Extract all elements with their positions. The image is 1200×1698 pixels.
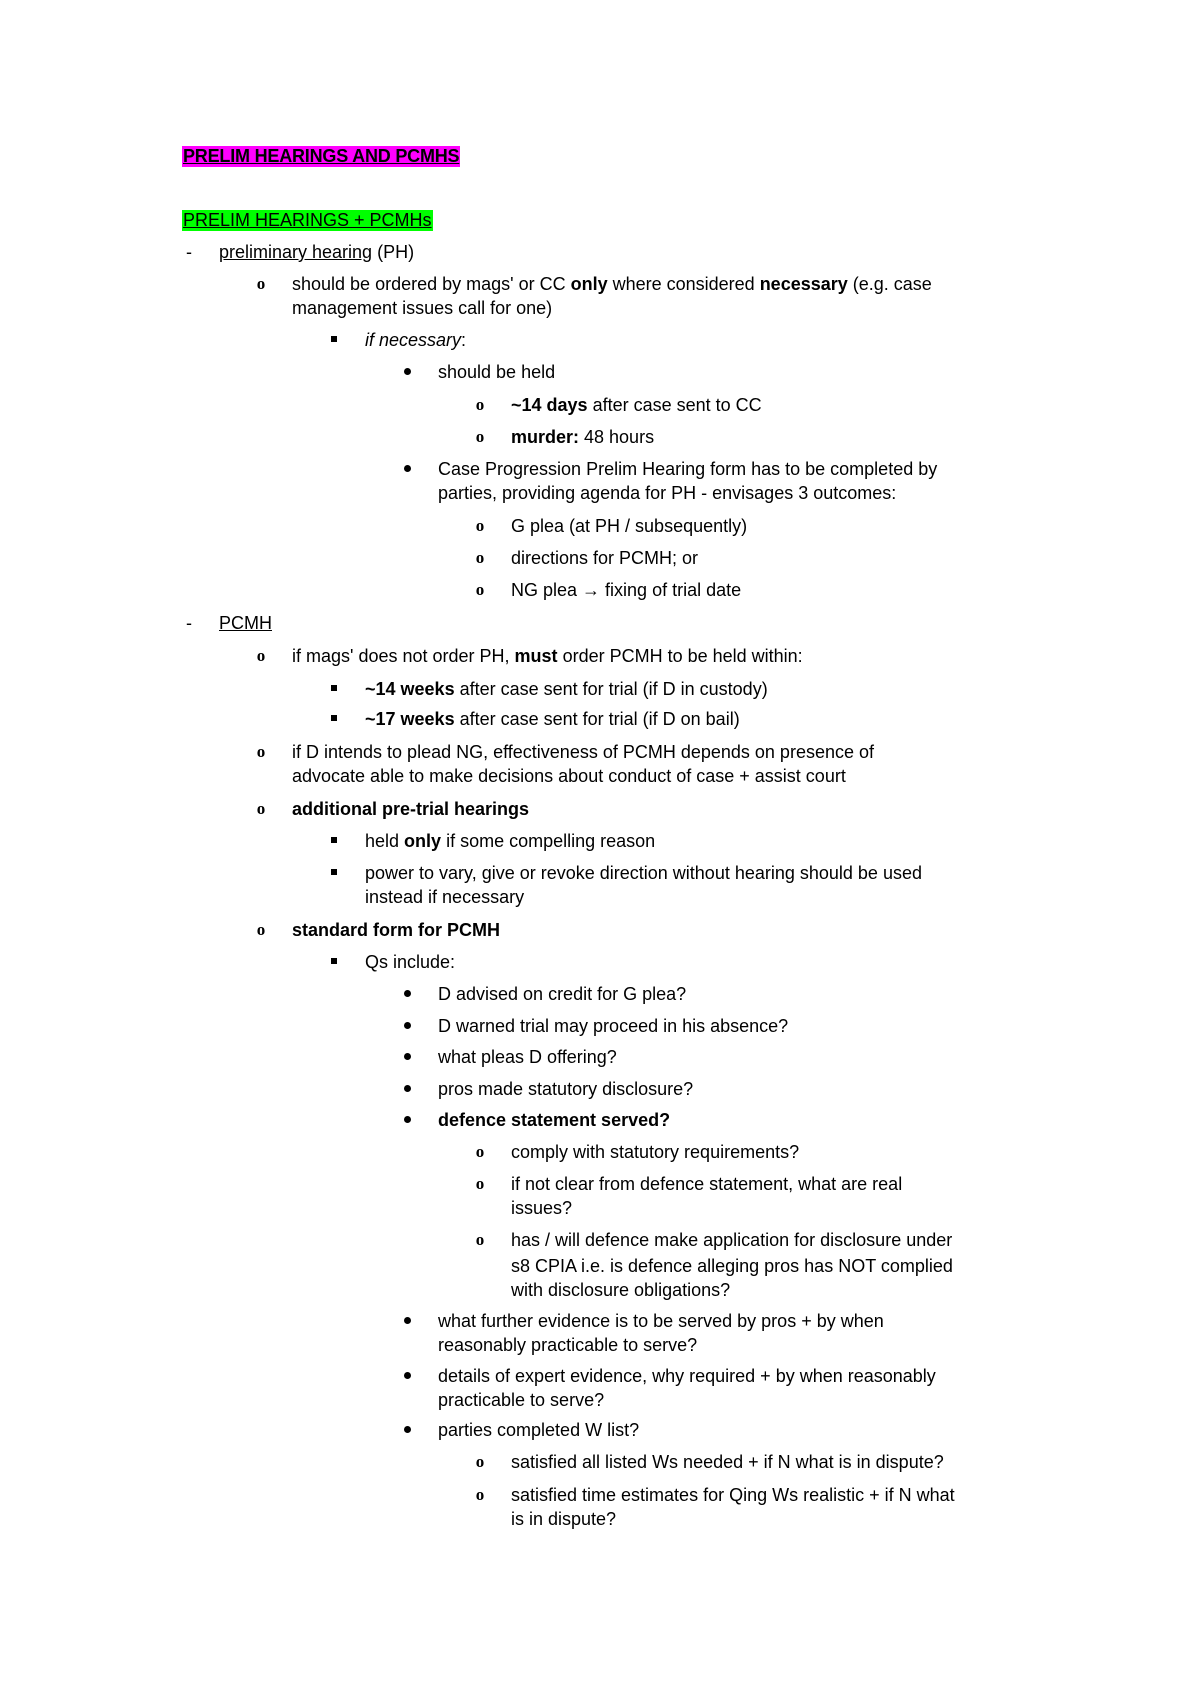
round-bullet: [400, 982, 414, 1006]
list-item: Qs include:: [365, 952, 456, 972]
o-bullet: o: [475, 1485, 485, 1504]
round-bullet: [400, 1045, 414, 1069]
round-bullet: [400, 1309, 414, 1333]
o-bullet: o: [256, 920, 266, 939]
round-bullet: [400, 1364, 414, 1388]
list-item-continuation: reasonably practicable to serve?: [438, 1335, 698, 1355]
list-item: what further evidence is to be served by pros + by when: [438, 1311, 884, 1331]
square-bullet: [327, 950, 341, 974]
o-bullet: o: [256, 799, 266, 818]
list-item: satisfied time estimates for Qing Ws realistic + if N what: [511, 1485, 955, 1505]
round-bullet: [400, 1108, 414, 1132]
list-item: if mags' does not order PH, must order PCMH to be held within:: [292, 646, 803, 666]
o-bullet: o: [475, 427, 485, 446]
list-item: PCMH: [219, 613, 272, 633]
list-item: has / will defence make application for disclosure under: [511, 1230, 953, 1250]
o-bullet: o: [475, 580, 485, 599]
list-item-continuation: practicable to serve?: [438, 1390, 605, 1410]
dash-bullet: -: [186, 613, 192, 633]
list-item: if not clear from defence statement, what are real: [511, 1174, 903, 1194]
list-item: pros made statutory disclosure?: [438, 1079, 694, 1099]
list-item: should be ordered by mags' or CC only where considered necessary (e.g. case: [292, 274, 932, 294]
list-item: murder: 48 hours: [511, 427, 655, 447]
round-bullet: [400, 457, 414, 481]
square-bullet: [327, 829, 341, 853]
list-item-continuation: parties, providing agenda for PH - envisages 3 outcomes:: [438, 483, 897, 503]
o-bullet: o: [475, 548, 485, 567]
o-bullet: o: [475, 1452, 485, 1471]
o-bullet: o: [475, 516, 485, 535]
o-bullet: o: [256, 742, 266, 761]
arrow-right-icon: →: [582, 580, 601, 600]
list-item: if D intends to plead NG, effectiveness of PCMH depends on presence of: [292, 742, 874, 762]
list-item: ~17 weeks after case sent for trial (if D on bail): [365, 709, 740, 729]
list-item: ~14 days after case sent to CC: [511, 395, 762, 415]
list-item-continuation: management issues call for one): [292, 298, 553, 318]
list-item: should be held: [438, 362, 556, 382]
list-item: D warned trial may proceed in his absence?: [438, 1016, 789, 1036]
list-item: details of expert evidence, why required + by when reasonably: [438, 1366, 936, 1386]
list-item: G plea (at PH / subsequently): [511, 516, 748, 536]
list-item: satisfied all listed Ws needed + if N what is in dispute?: [511, 1452, 944, 1472]
square-bullet: [327, 861, 341, 885]
list-item: if necessary:: [365, 330, 467, 350]
list-item: preliminary hearing (PH): [219, 242, 415, 262]
list-item-continuation: with disclosure obligations?: [511, 1280, 731, 1300]
o-bullet: o: [475, 395, 485, 414]
list-item: NG plea → fixing of trial date: [511, 580, 742, 600]
list-item: power to vary, give or revoke direction without hearing should be used: [365, 863, 922, 883]
list-item: defence statement served?: [438, 1110, 671, 1130]
list-item: directions for PCMH; or: [511, 548, 699, 568]
list-item-continuation: issues?: [511, 1198, 573, 1218]
dash-bullet: -: [186, 242, 192, 262]
list-item: parties completed W list?: [438, 1420, 640, 1440]
square-bullet: [327, 707, 341, 731]
o-bullet: o: [256, 646, 266, 665]
round-bullet: [400, 360, 414, 384]
list-item: additional pre-trial hearings: [292, 799, 530, 819]
round-bullet: [400, 1014, 414, 1038]
list-item-continuation: is in dispute?: [511, 1509, 617, 1529]
round-bullet: [400, 1418, 414, 1442]
list-item-continuation: advocate able to make decisions about conduct of case + assist court: [292, 766, 846, 786]
square-bullet: [327, 328, 341, 352]
document-title: PRELIM HEARINGS AND PCMHS: [183, 146, 460, 166]
o-bullet: o: [256, 274, 266, 293]
list-item: ~14 weeks after case sent for trial (if D in custody): [365, 679, 768, 699]
list-item: Case Progression Prelim Hearing form has to be completed by: [438, 459, 938, 479]
section-heading: PRELIM HEARINGS + PCMHs: [183, 210, 432, 230]
list-item: standard form for PCMH: [292, 920, 501, 940]
o-bullet: o: [475, 1174, 485, 1193]
list-item: held only if some compelling reason: [365, 831, 656, 851]
square-bullet: [327, 677, 341, 701]
list-item-continuation: s8 CPIA i.e. is defence alleging pros has NOT complied: [511, 1256, 953, 1276]
o-bullet: o: [475, 1142, 485, 1161]
o-bullet: o: [475, 1230, 485, 1249]
list-item: comply with statutory requirements?: [511, 1142, 800, 1162]
round-bullet: [400, 1077, 414, 1101]
list-item: D advised on credit for G plea?: [438, 984, 687, 1004]
list-item-continuation: instead if necessary: [365, 887, 525, 907]
list-item: what pleas D offering?: [438, 1047, 617, 1067]
